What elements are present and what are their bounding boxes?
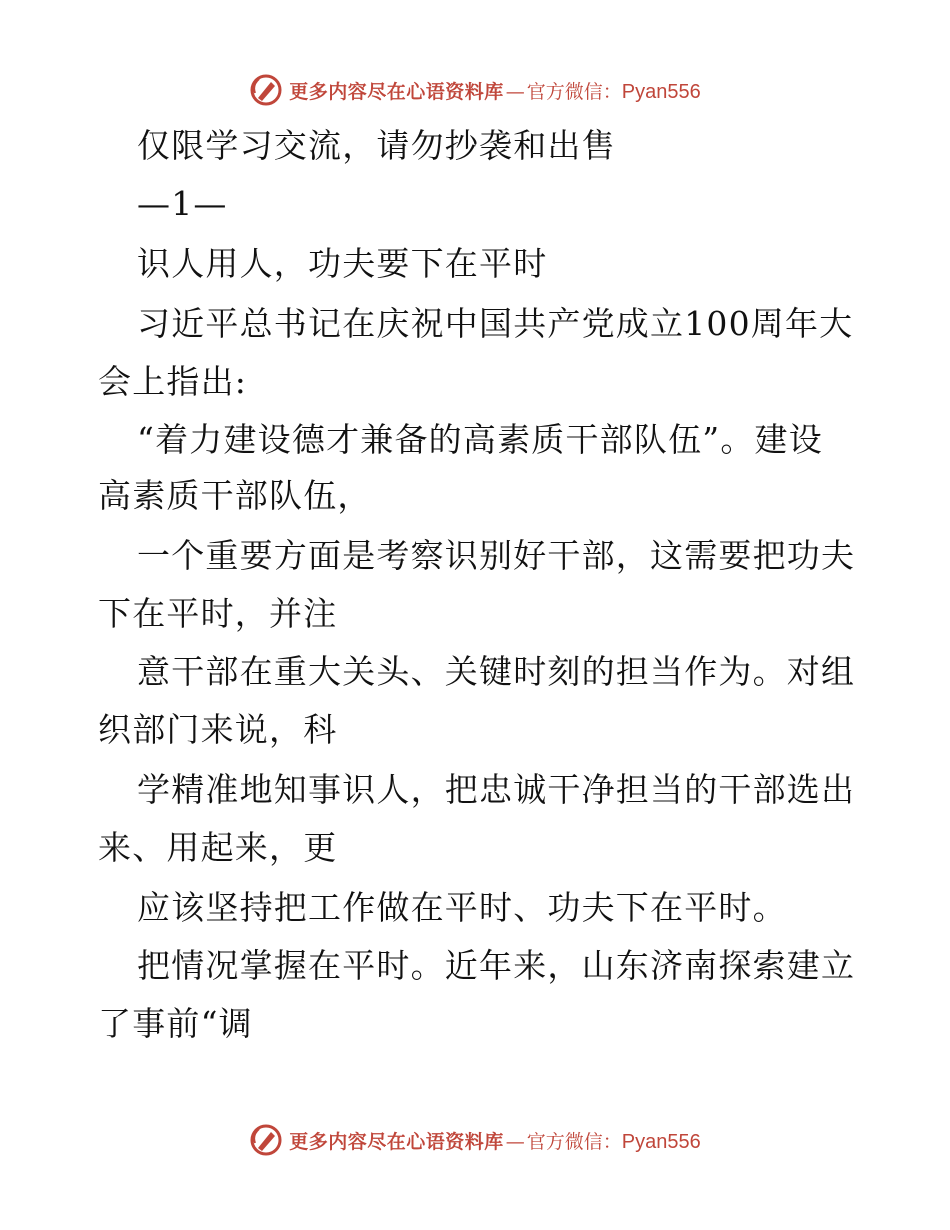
body-line: 了事前“调 (98, 1004, 253, 1043)
header-banner-text (289, 77, 701, 104)
footer-banner-wechat-label: 官方微信： (526, 1130, 622, 1153)
header-banner-dash: — (505, 80, 525, 103)
pen-circle-logo-icon (249, 1123, 283, 1157)
footer-banner-text (289, 1127, 701, 1154)
body-line-heading: 识人用人，功夫要下在平时 (137, 244, 548, 283)
header-banner-wechat-label: 官方微信： (526, 80, 622, 103)
body-line: 织部门来说，科 (98, 710, 338, 749)
body-line-disclaimer: 仅限学习交流，请勿抄袭和出售 (137, 126, 616, 165)
body-line: 高素质干部队伍， (98, 476, 372, 515)
body-line: 应该坚持把工作做在平时、功夫下在平时。 (137, 888, 787, 927)
body-line: 习近平总书记在庆祝中国共产党成立100周年大 (137, 304, 854, 343)
body-line: “着力建设德才兼备的高素质干部队伍”。建设 (137, 420, 823, 459)
body-line: 会上指出: (98, 362, 248, 401)
body-line: 一个重要方面是考察识别好干部，这需要把功夫 (137, 536, 856, 575)
body-line: 把情况掌握在平时。近年来，山东济南探索建立 (137, 946, 856, 985)
body-line-section-number: —1— (137, 184, 228, 223)
pen-circle-logo-icon (249, 73, 283, 107)
footer-banner-wechat-id: Pyan556 (621, 1130, 701, 1153)
body-line: 来、用起来，更 (98, 828, 338, 867)
body-line: 意干部在重大关头、关键时刻的担当作为。对组 (137, 652, 856, 691)
footer-banner-dash: — (505, 1130, 525, 1153)
header-banner (0, 70, 950, 110)
header-banner-main: 更多内容尽在心语资料库 (289, 80, 504, 103)
body-line: 学精准地知事识人，把忠诚干净担当的干部选出 (137, 770, 856, 809)
footer-banner (0, 1120, 950, 1160)
body-line: 下在平时，并注 (98, 594, 338, 633)
footer-banner-main: 更多内容尽在心语资料库 (289, 1130, 504, 1153)
header-banner-wechat-id: Pyan556 (621, 80, 701, 103)
